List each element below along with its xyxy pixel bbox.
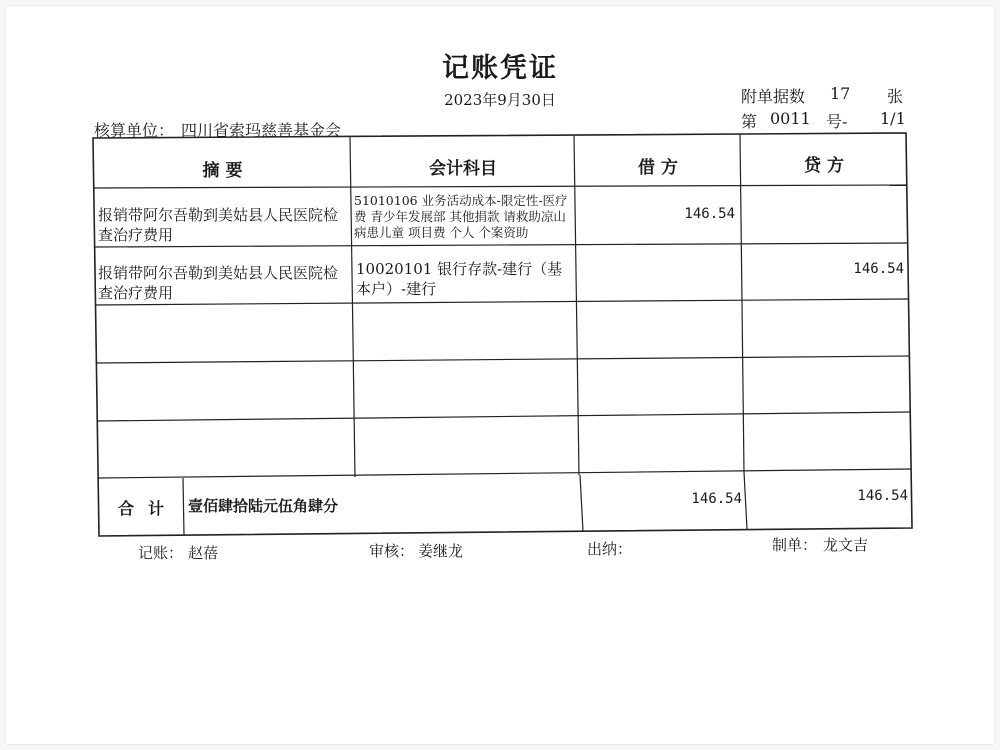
attachments-count: 17	[830, 84, 851, 103]
row-2-account: 10020101 银行存款-建行（基本户）-建行	[356, 260, 563, 298]
page-indicator: 1/1	[880, 109, 906, 128]
voucher-number-label: 第	[741, 112, 758, 131]
attachments-label: 附单据数	[741, 87, 806, 106]
voucher-date: 2023年9月30日	[444, 91, 556, 109]
bookkeeper-name: 赵蓓	[188, 544, 219, 562]
header-summary: 摘 要	[202, 161, 243, 181]
row-2-summary: 报销带阿尔吾勒到美姑县人民医院检查治疗费用	[98, 264, 339, 302]
attachments-unit: 张	[887, 87, 904, 106]
total-label: 合计	[118, 499, 179, 518]
row-1-account: 51010106 业务活动成本-限定性-医疗费 青少年发展部 其他捐款 请救助凉山病患儿童 项目费 个人 个案资助	[354, 193, 568, 240]
header-credit: 贷 方	[804, 156, 844, 176]
voucher-number: 0011	[770, 109, 811, 128]
preparer-name: 龙文吉	[823, 536, 869, 554]
row-1-debit: 146.54	[684, 206, 735, 222]
header-debit: 借 方	[638, 158, 678, 178]
accounting-unit-name: 四川省索玛慈善基金会	[181, 121, 342, 140]
total-amount-in-words: 壹佰肆拾陆元伍角肆分	[188, 497, 339, 515]
row-2-credit: 146.54	[853, 261, 904, 277]
reviewer-name: 姜继龙	[418, 542, 464, 560]
voucher-number-suffix: 号-	[826, 112, 848, 131]
total-debit: 146.54	[691, 491, 742, 507]
bookkeeper-label: 记账：	[138, 544, 184, 562]
reviewer-label: 审核：	[369, 542, 415, 560]
accounting-unit-label: 核算单位：	[94, 121, 175, 140]
header-account: 会计科目	[429, 159, 497, 179]
cashier-label: 出纳：	[587, 540, 633, 558]
total-credit: 146.54	[857, 488, 908, 504]
voucher-title: 记账凭证	[442, 53, 558, 84]
preparer-label: 制单：	[772, 536, 818, 554]
row-1-summary: 报销带阿尔吾勒到美姑县人民医院检查治疗费用	[98, 206, 339, 244]
